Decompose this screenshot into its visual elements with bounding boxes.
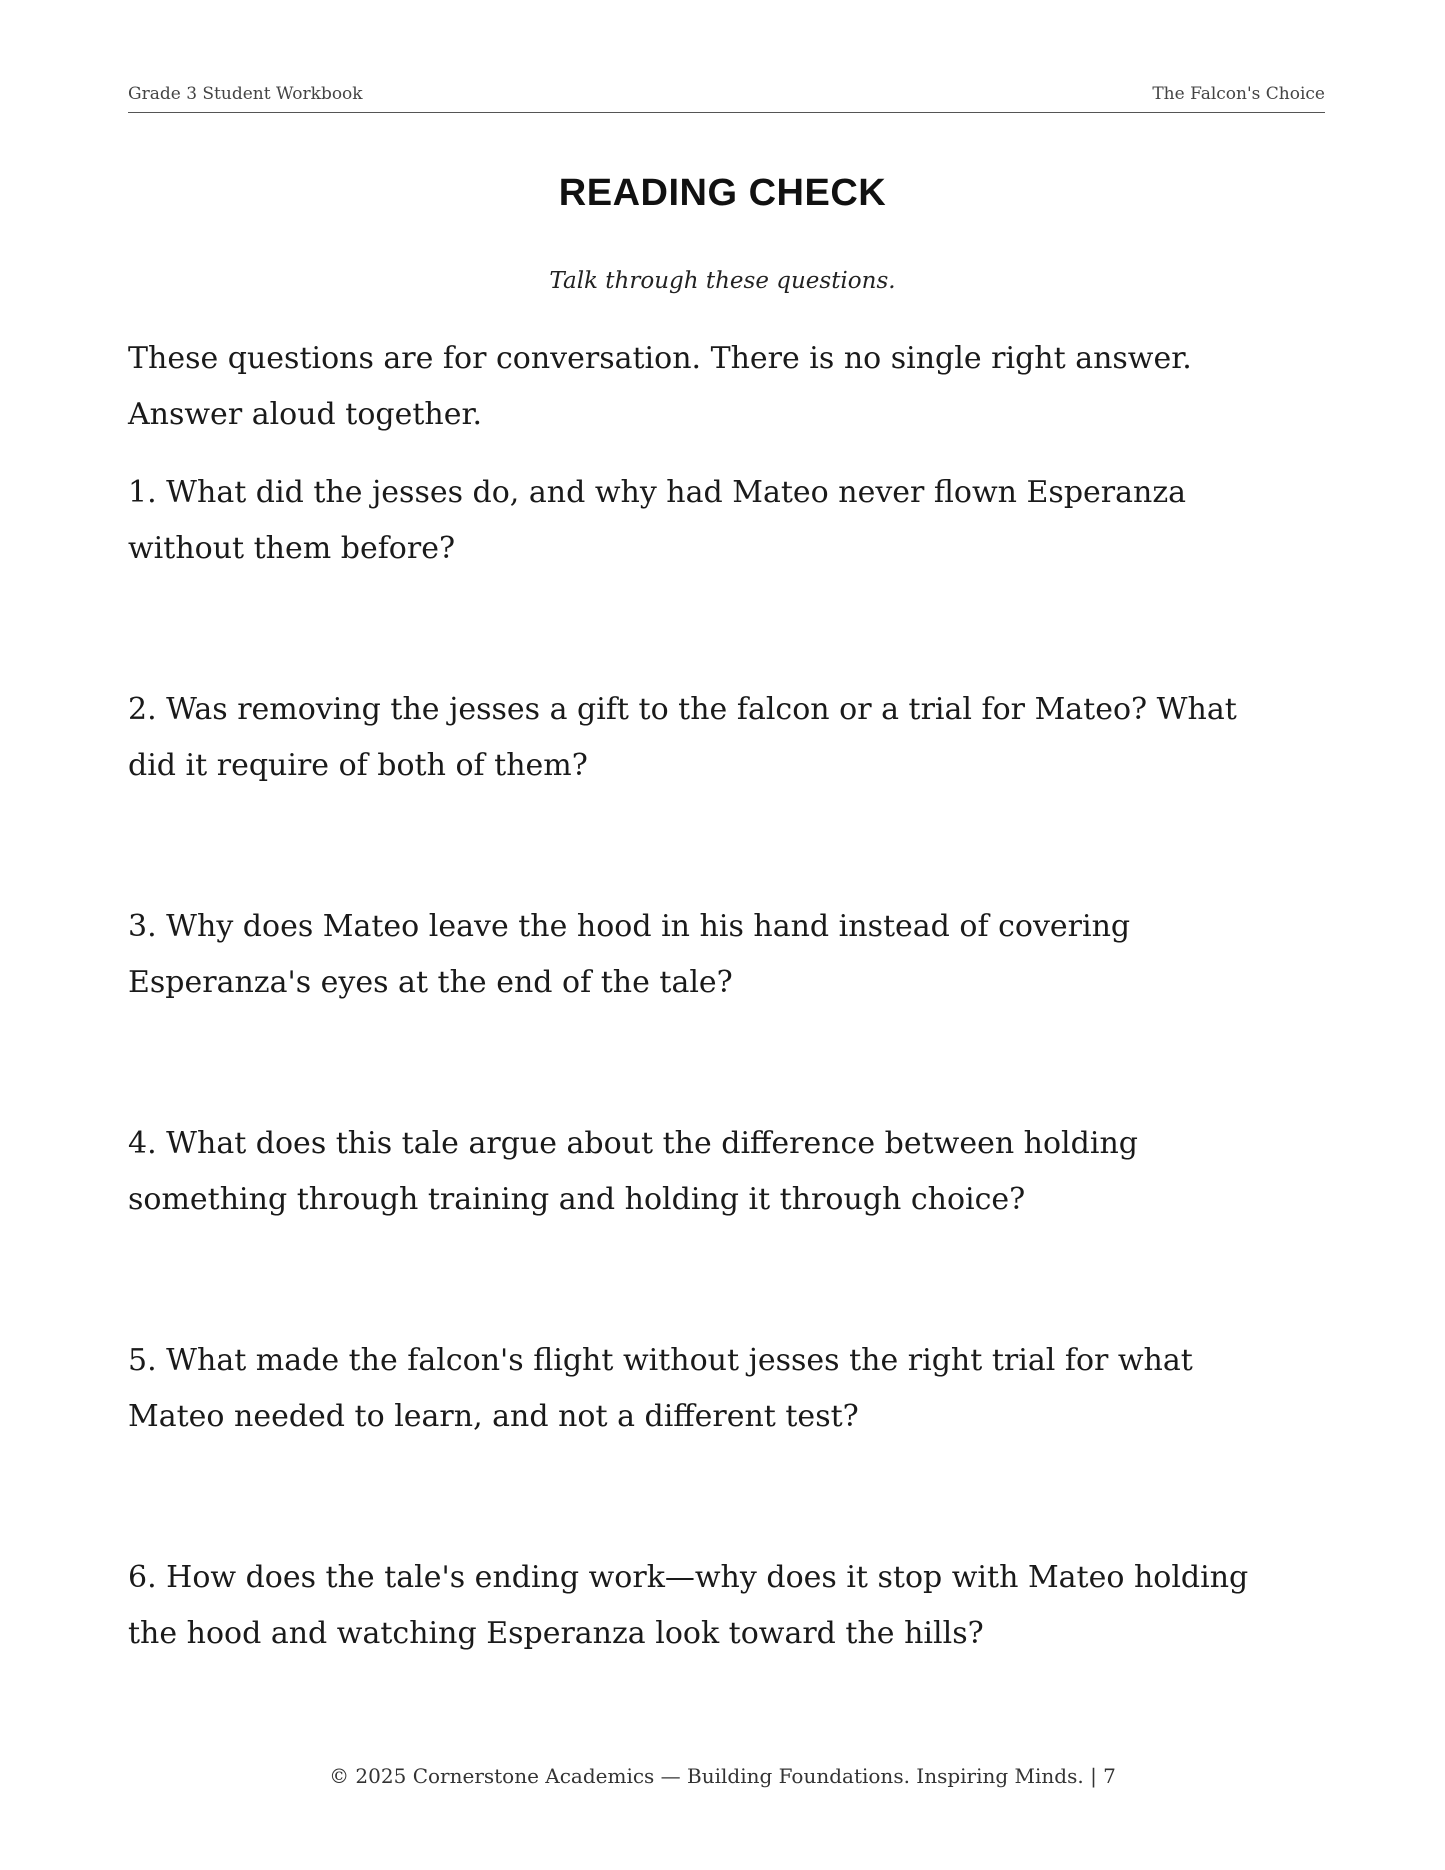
question-4: 4. What does this tale argue about the difference between holding something through training and holding it through choice? [128,1126,1138,1217]
page-title: READING CHECK [558,172,887,214]
question-6: 6. How does the tale's ending work—why does it stop with Mateo holding the hood and watching Esperanza look toward the hills? [128,1560,1249,1651]
question-3: 3. Why does Mateo leave the hood in his hand instead of covering Esperanza's eyes at the end of the tale? [128,909,1131,1000]
running-header [128,84,1325,113]
question-2: 2. Was removing the jesses a gift to the falcon or a trial for Mateo? What did it require of both of them? [128,692,1237,783]
intro-paragraph: These questions are for conversation. There is no single right answer. Answer aloud together. [128,341,1192,432]
question-section [128,331,1278,1767]
header-story-title: The Falcon's Choice [1152,84,1325,104]
header-workbook-label: Grade 3 Student Workbook [128,84,363,104]
question-5: 5. What made the falcon's flight without jesses the right trial for what Mateo needed to learn, and not a different test? [128,1343,1193,1434]
page-subtitle: Talk through these questions. [549,268,896,294]
page-footer: © 2025 Cornerstone Academics — Building Foundations. Inspiring Minds. | 7 [329,1764,1116,1788]
question-1: 1. What did the jesses do, and why had Mateo never flown Esperanza without them before? [128,475,1187,566]
